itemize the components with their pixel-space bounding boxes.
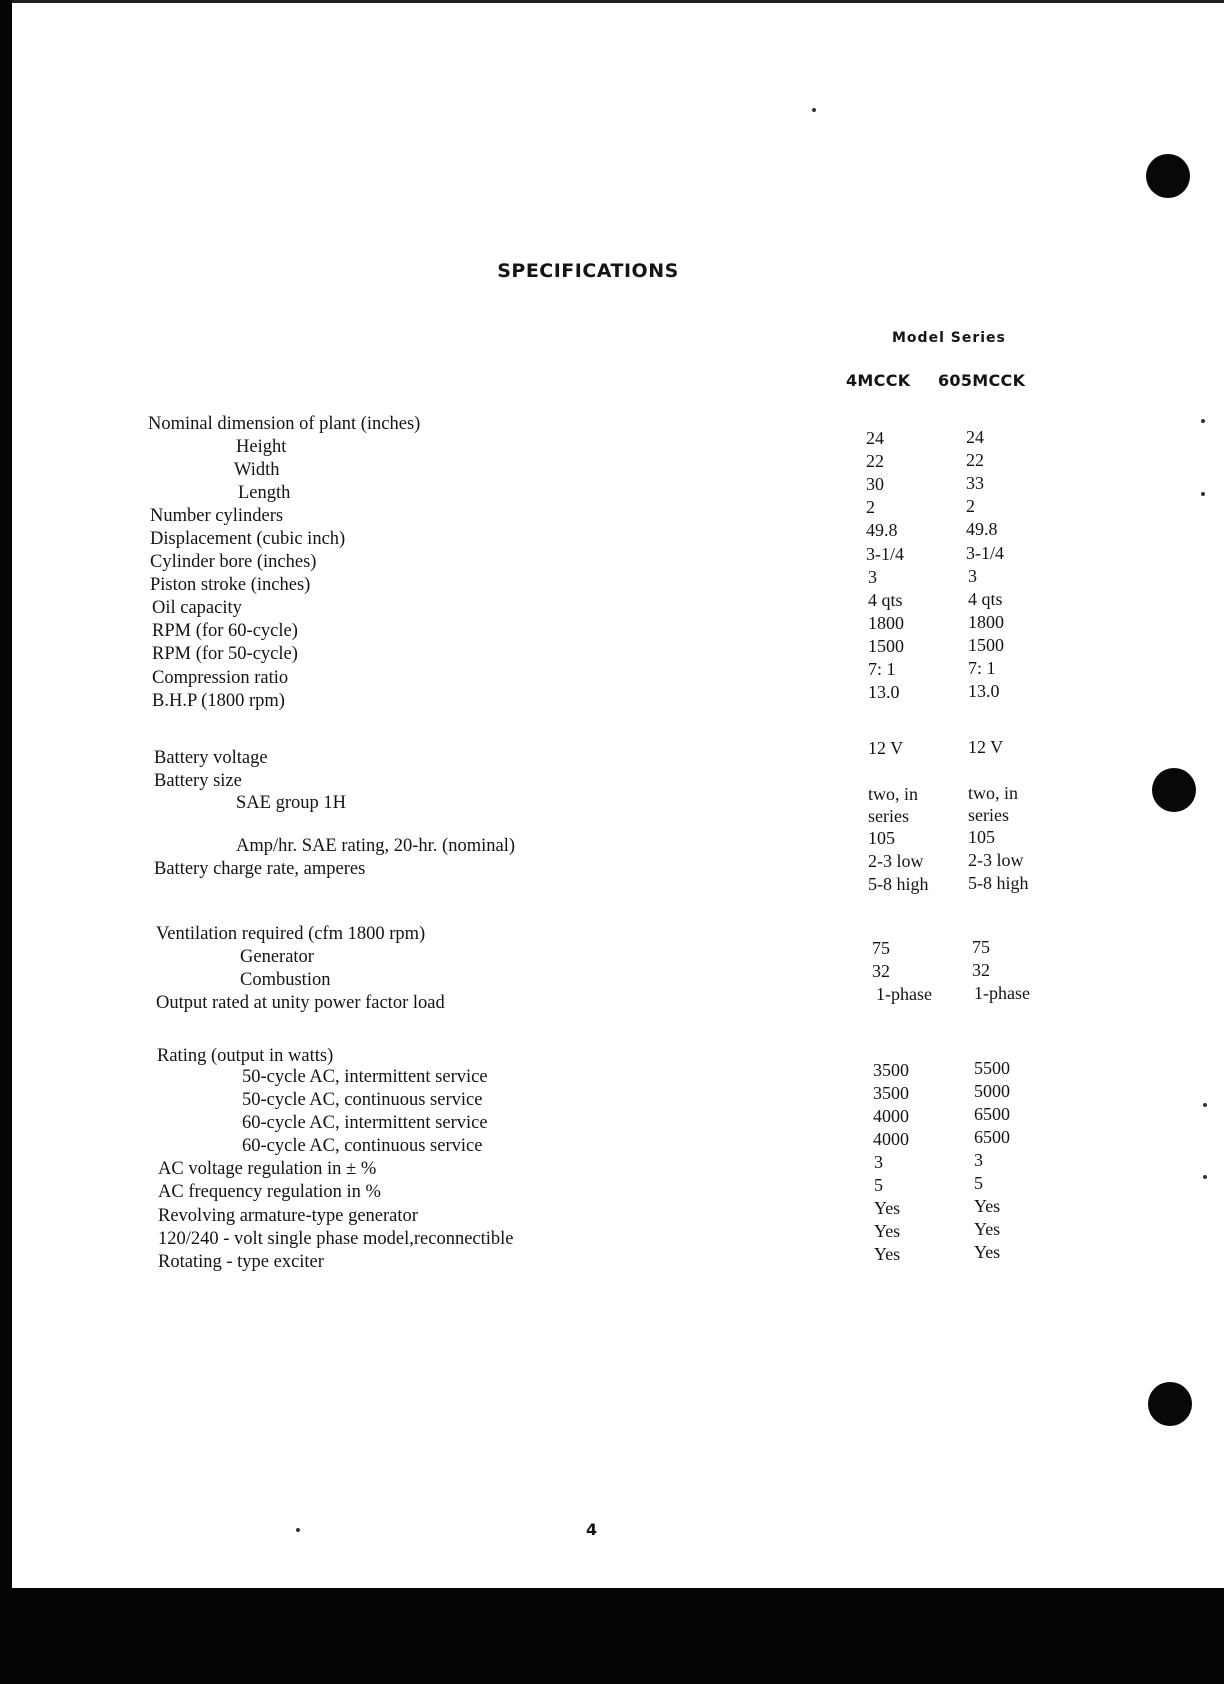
- spec-label: Height: [236, 437, 287, 457]
- speck: [1201, 492, 1205, 496]
- spec-label: Battery charge rate, amperes: [154, 859, 366, 879]
- spec-value-605mcck: 7: 1: [968, 658, 996, 678]
- spec-value-605mcck: 5000: [974, 1081, 1010, 1101]
- spec-label: Piston stroke (inches): [150, 575, 311, 595]
- spec-value-605mcck: 6500: [974, 1104, 1010, 1124]
- spec-value-605mcck: 3: [974, 1150, 983, 1170]
- scan-border-bottom: [0, 1588, 1224, 1684]
- spec-label: Battery size: [154, 771, 242, 791]
- spec-label: 50-cycle AC, intermittent service: [242, 1067, 488, 1087]
- spec-label: RPM (for 50-cycle): [152, 644, 298, 664]
- spec-value-4mcck: Yes: [874, 1221, 901, 1241]
- spec-value-4mcck: 4000: [873, 1129, 909, 1149]
- spec-label: Nominal dimension of plant (inches): [148, 414, 421, 434]
- spec-value-605mcck: 1800: [968, 612, 1004, 632]
- spec-value-4mcck: 4 qts: [868, 590, 903, 610]
- spec-value-4mcck: 7: 1: [868, 659, 896, 679]
- spec-value-4mcck: 5: [874, 1175, 883, 1195]
- spec-value-4mcck: 12 V: [868, 738, 904, 758]
- spec-label: Revolving armature-type generator: [158, 1206, 418, 1226]
- spec-value-4mcck: 3500: [873, 1083, 909, 1103]
- spec-value-605mcck: 4 qts: [968, 589, 1003, 609]
- speck: [812, 108, 816, 112]
- spec-value-605mcck: 3: [968, 566, 977, 586]
- spec-label: AC voltage regulation in ± %: [158, 1159, 377, 1179]
- spec-value-4mcck: 30: [866, 474, 884, 494]
- spec-label: AC frequency regulation in %: [158, 1182, 381, 1202]
- spec-value-4mcck: Yes: [874, 1244, 901, 1264]
- spec-label: Rotating - type exciter: [158, 1252, 324, 1272]
- spec-label: Width: [234, 460, 280, 480]
- spec-value-605mcck: 5-8 high: [968, 873, 1029, 893]
- spec-value-605mcck: 1500: [968, 635, 1004, 655]
- scan-border-top: [0, 0, 1224, 3]
- spec-value-4mcck: 105: [868, 828, 895, 848]
- spec-value-4mcck: 49.8: [866, 520, 898, 540]
- punch-hole-bottom: [1148, 1382, 1192, 1426]
- spec-label: Cylinder bore (inches): [150, 552, 317, 572]
- spec-value-4mcck: two, in: [868, 784, 919, 804]
- spec-value-605mcck: Yes: [974, 1196, 1001, 1216]
- spec-label: Rating (output in watts): [157, 1046, 334, 1066]
- spec-label: B.H.P (1800 rpm): [152, 691, 285, 711]
- spec-value-4mcck: series: [868, 806, 909, 826]
- spec-value-4mcck: 2: [866, 497, 875, 517]
- speck: [1203, 1103, 1207, 1107]
- punch-hole-middle: [1152, 768, 1196, 812]
- spec-label: Generator: [240, 947, 314, 967]
- spec-value-4mcck: 32: [872, 961, 890, 981]
- spec-value-4mcck: 3500: [873, 1060, 909, 1080]
- spec-label: 60-cycle AC, intermittent service: [242, 1113, 488, 1133]
- speck: [296, 1528, 300, 1532]
- spec-value-605mcck: 2: [966, 496, 975, 516]
- spec-label: 60-cycle AC, continuous service: [242, 1136, 483, 1156]
- speck: [1203, 1175, 1207, 1179]
- model-series-label: Model Series: [892, 330, 1006, 346]
- spec-value-605mcck: series: [968, 805, 1009, 825]
- spec-value-4mcck: 1-phase: [876, 984, 932, 1004]
- spec-value-605mcck: Yes: [974, 1219, 1001, 1239]
- spec-value-605mcck: 5: [974, 1173, 983, 1193]
- spec-label: Ventilation required (cfm 1800 rpm): [156, 924, 426, 944]
- model-header-605mcck: 605MCCK: [938, 371, 1026, 390]
- spec-value-4mcck: 1500: [868, 636, 904, 656]
- spec-value-605mcck: 33: [966, 473, 984, 493]
- spec-value-4mcck: 4000: [873, 1106, 909, 1126]
- spec-value-605mcck: 1-phase: [974, 983, 1030, 1003]
- punch-hole-top: [1146, 154, 1190, 198]
- spec-value-605mcck: 24: [966, 427, 984, 447]
- spec-label: Displacement (cubic inch): [150, 529, 346, 549]
- spec-value-4mcck: 3: [868, 567, 877, 587]
- spec-value-4mcck: 75: [872, 938, 890, 958]
- page-title: SPECIFICATIONS: [497, 260, 679, 282]
- spec-label: SAE group 1H: [236, 793, 346, 813]
- spec-label: Length: [238, 483, 291, 503]
- spec-value-605mcck: 32: [972, 960, 990, 980]
- spec-value-605mcck: Yes: [974, 1242, 1001, 1262]
- spec-value-605mcck: two, in: [968, 783, 1019, 803]
- spec-value-4mcck: 1800: [868, 613, 904, 633]
- model-header-4mcck: 4MCCK: [846, 371, 911, 390]
- spec-label: Oil capacity: [152, 598, 242, 618]
- spec-value-605mcck: 49.8: [966, 519, 998, 539]
- spec-label: Number cylinders: [150, 506, 284, 526]
- spec-value-605mcck: 75: [972, 937, 990, 957]
- spec-value-4mcck: 5-8 high: [868, 874, 929, 894]
- spec-value-605mcck: 6500: [974, 1127, 1010, 1147]
- spec-value-4mcck: 24: [866, 428, 884, 448]
- spec-label: 120/240 - volt single phase model,reconnectible: [158, 1229, 514, 1249]
- spec-label: Combustion: [240, 970, 331, 990]
- spec-value-4mcck: 22: [866, 451, 884, 471]
- spec-label: Compression ratio: [152, 668, 289, 688]
- spec-value-4mcck: 3-1/4: [866, 544, 904, 564]
- spec-value-605mcck: 105: [968, 827, 995, 847]
- spec-value-605mcck: 2-3 low: [968, 850, 1024, 870]
- spec-value-605mcck: 5500: [974, 1058, 1010, 1078]
- spec-value-605mcck: 22: [966, 450, 984, 470]
- spec-label: Output rated at unity power factor load: [156, 993, 445, 1013]
- spec-value-4mcck: 13.0: [868, 682, 900, 702]
- spec-label: 50-cycle AC, continuous service: [242, 1090, 483, 1110]
- scan-border-left: [0, 0, 12, 1600]
- page-number: 4: [586, 1520, 598, 1539]
- spec-value-4mcck: 2-3 low: [868, 851, 924, 871]
- spec-label: RPM (for 60-cycle): [152, 621, 298, 641]
- spec-label: Battery voltage: [154, 748, 268, 768]
- speck: [1201, 419, 1205, 423]
- spec-label: Amp/hr. SAE rating, 20-hr. (nominal): [236, 836, 516, 856]
- spec-value-4mcck: Yes: [874, 1198, 901, 1218]
- spec-value-4mcck: 3: [874, 1152, 883, 1172]
- spec-value-605mcck: 13.0: [968, 681, 1000, 701]
- spec-value-605mcck: 3-1/4: [966, 543, 1004, 563]
- spec-value-605mcck: 12 V: [968, 737, 1004, 757]
